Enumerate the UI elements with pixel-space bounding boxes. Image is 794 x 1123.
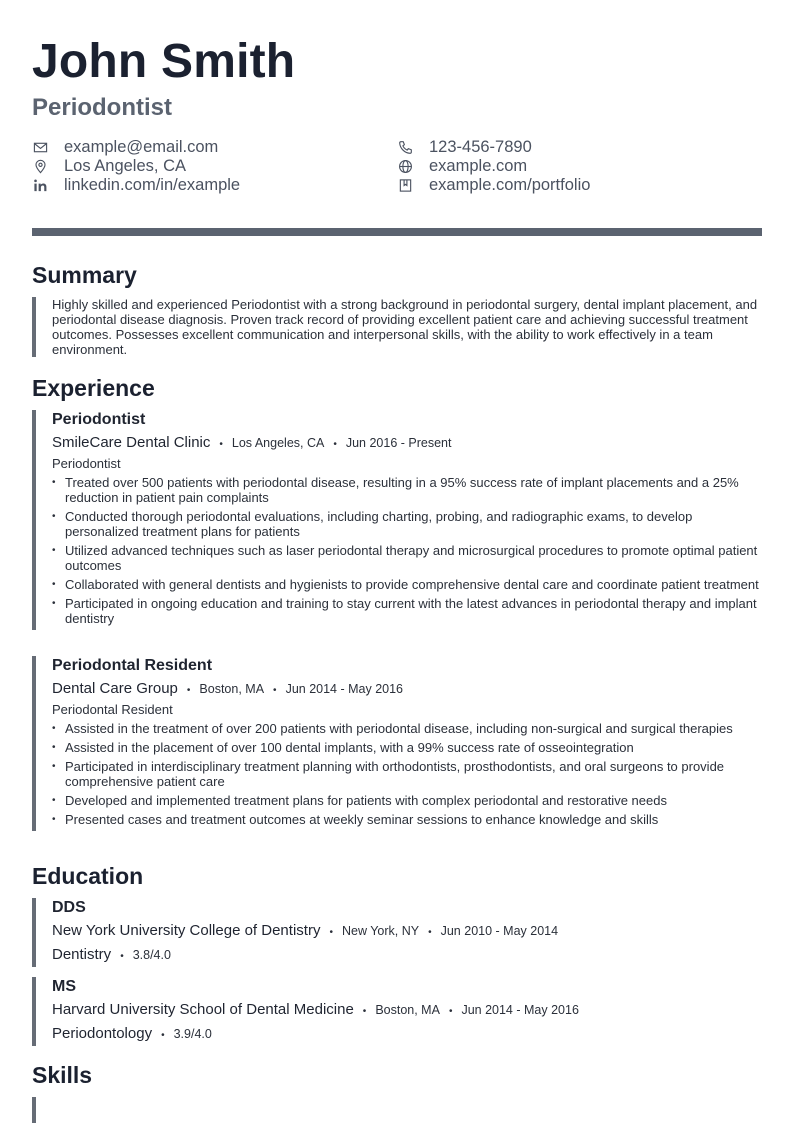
education-dates: Jun 2014 - May 2016: [461, 1003, 579, 1017]
job-title: Periodontal Resident: [52, 657, 213, 674]
phone-icon: [397, 140, 413, 156]
phone-text[interactable]: 123-456-7890: [429, 138, 532, 156]
job-location: Los Angeles, CA: [231, 436, 325, 450]
job-company: Dental Care Group: [52, 680, 178, 697]
contact-portfolio: [397, 176, 590, 195]
contact-email: [32, 138, 240, 157]
education-dates: Jun 2010 - May 2014: [440, 924, 559, 938]
education-location: Boston, MA: [375, 1003, 440, 1017]
bullet-item: • Collaborated with general dentists and hygienists to provide comprehensive dental care and coordinate patient treatment: [52, 577, 762, 592]
bullet-item: • Assisted in the placement of over 100 dental implants, with a 99% success rate of osseointegration: [52, 740, 762, 755]
bullet-item: • Treated over 500 patients with periodontal disease, resulting in a 95% success rate of implant placements and a 25% reduction in patient pain complaints: [52, 475, 762, 505]
education-location: New York, NY: [341, 924, 420, 938]
separator-dot: •: [329, 927, 333, 938]
linkedin-icon: [32, 178, 48, 194]
portfolio-icon: [397, 178, 413, 194]
bullet-item: • Assisted in the treatment of over 200 patients with periodontal disease, including non-surgical and surgical therapies: [52, 721, 762, 736]
separator-dot: •: [219, 439, 223, 450]
education-entry: [32, 977, 762, 1046]
job-title: Periodontist: [52, 411, 146, 428]
experience-entry: [32, 410, 762, 630]
separator-dot: •: [428, 927, 432, 938]
job-company: SmileCare Dental Clinic: [52, 434, 211, 451]
summary-block: [32, 297, 762, 357]
separator-dot: •: [448, 1006, 453, 1017]
job-dates: Jun 2016 - Present: [345, 436, 452, 450]
bullet-item: • Participated in interdisciplinary treatment planning with orthodontists, prosthodontists, and oral surgeons to provide comprehensive patient care: [52, 759, 762, 789]
job-org-line: [52, 433, 762, 455]
envelope-icon: [32, 140, 48, 156]
contact-linkedin: [32, 176, 240, 195]
separator-dot: •: [333, 439, 337, 450]
education-degree: MS: [52, 978, 76, 995]
education-field-line: [52, 945, 762, 967]
header-divider: [32, 228, 762, 236]
education-field-line: [52, 1024, 762, 1046]
education-heading: Education: [32, 863, 144, 889]
job-bullets: [52, 721, 762, 827]
globe-icon: [397, 159, 413, 175]
candidate-title: Periodontist: [32, 94, 173, 121]
candidate-name: John Smith: [32, 35, 296, 88]
summary-text: Highly skilled and experienced Periodontist with a strong background in periodontal surgery, dental implant placement, and periodontal disease diagnosis. Proven track record of providing excellent patient care and achieving successful treatment outcomes. Possesses excellent communication and interpersonal skills, with the ability to work effectively in a team environment.: [52, 297, 758, 357]
job-role: Periodontal Resident: [52, 702, 173, 717]
education-school: Harvard University School of Dental Medicine: [52, 1001, 354, 1018]
job-dates: Jun 2014 - May 2016: [285, 682, 404, 696]
bullet-item: • Developed and implemented treatment plans for patients with complex periodontal and restorative needs: [52, 793, 762, 808]
contact-column-right: [397, 138, 590, 195]
education-degree: DDS: [52, 899, 86, 916]
contact-info: [32, 138, 762, 198]
bullet-item: • Participated in ongoing education and training to stay current with the latest advances in periodontal therapy and implant dentistry: [52, 596, 762, 626]
bullet-item: • Presented cases and treatment outcomes at weekly seminar sessions to enhance knowledge and skills: [52, 812, 762, 827]
separator-dot: •: [186, 685, 191, 696]
job-role: Periodontist: [52, 456, 121, 471]
separator-dot: •: [120, 951, 124, 962]
job-org-line: [52, 679, 762, 701]
skills-heading: Skills: [32, 1062, 93, 1088]
education-field: Dentistry: [52, 946, 112, 963]
website-text[interactable]: example.com: [429, 157, 528, 175]
education-school: New York University College of Dentistry: [52, 922, 321, 939]
bullet-item: • Utilized advanced techniques such as laser periodontal therapy and microsurgical procedures to promote optimal patient outcomes: [52, 543, 762, 573]
separator-dot: •: [273, 685, 277, 696]
contact-column-left: [32, 138, 240, 195]
separator-dot: •: [161, 1030, 165, 1041]
summary-heading: Summary: [32, 262, 137, 288]
bullet-item: • Conducted thorough periodontal evaluations, including charting, probing, and radiographic exams, to develop personalized treatment plans for patients: [52, 509, 762, 539]
education-school-line: [52, 921, 762, 943]
location-pin-icon: [32, 159, 48, 175]
separator-dot: •: [362, 1006, 367, 1017]
linkedin-text[interactable]: linkedin.com/in/example: [64, 176, 241, 194]
portfolio-text[interactable]: example.com/portfolio: [429, 176, 591, 194]
contact-phone: [397, 138, 590, 157]
education-gpa: 3.8/4.0: [132, 948, 171, 962]
education-gpa: 3.9/4.0: [173, 1027, 212, 1041]
email-text[interactable]: example@email.com: [64, 138, 219, 156]
job-location: Boston, MA: [199, 682, 265, 696]
skills-block: [32, 1097, 762, 1123]
education-entry: [32, 898, 762, 967]
education-field: Periodontology: [52, 1025, 153, 1042]
contact-website: [397, 157, 590, 176]
experience-heading: Experience: [32, 375, 155, 401]
location-text: Los Angeles, CA: [64, 157, 186, 175]
education-school-line: [52, 1000, 762, 1022]
experience-entry: [32, 656, 762, 831]
job-bullets: [52, 475, 762, 626]
contact-location: [32, 157, 240, 176]
